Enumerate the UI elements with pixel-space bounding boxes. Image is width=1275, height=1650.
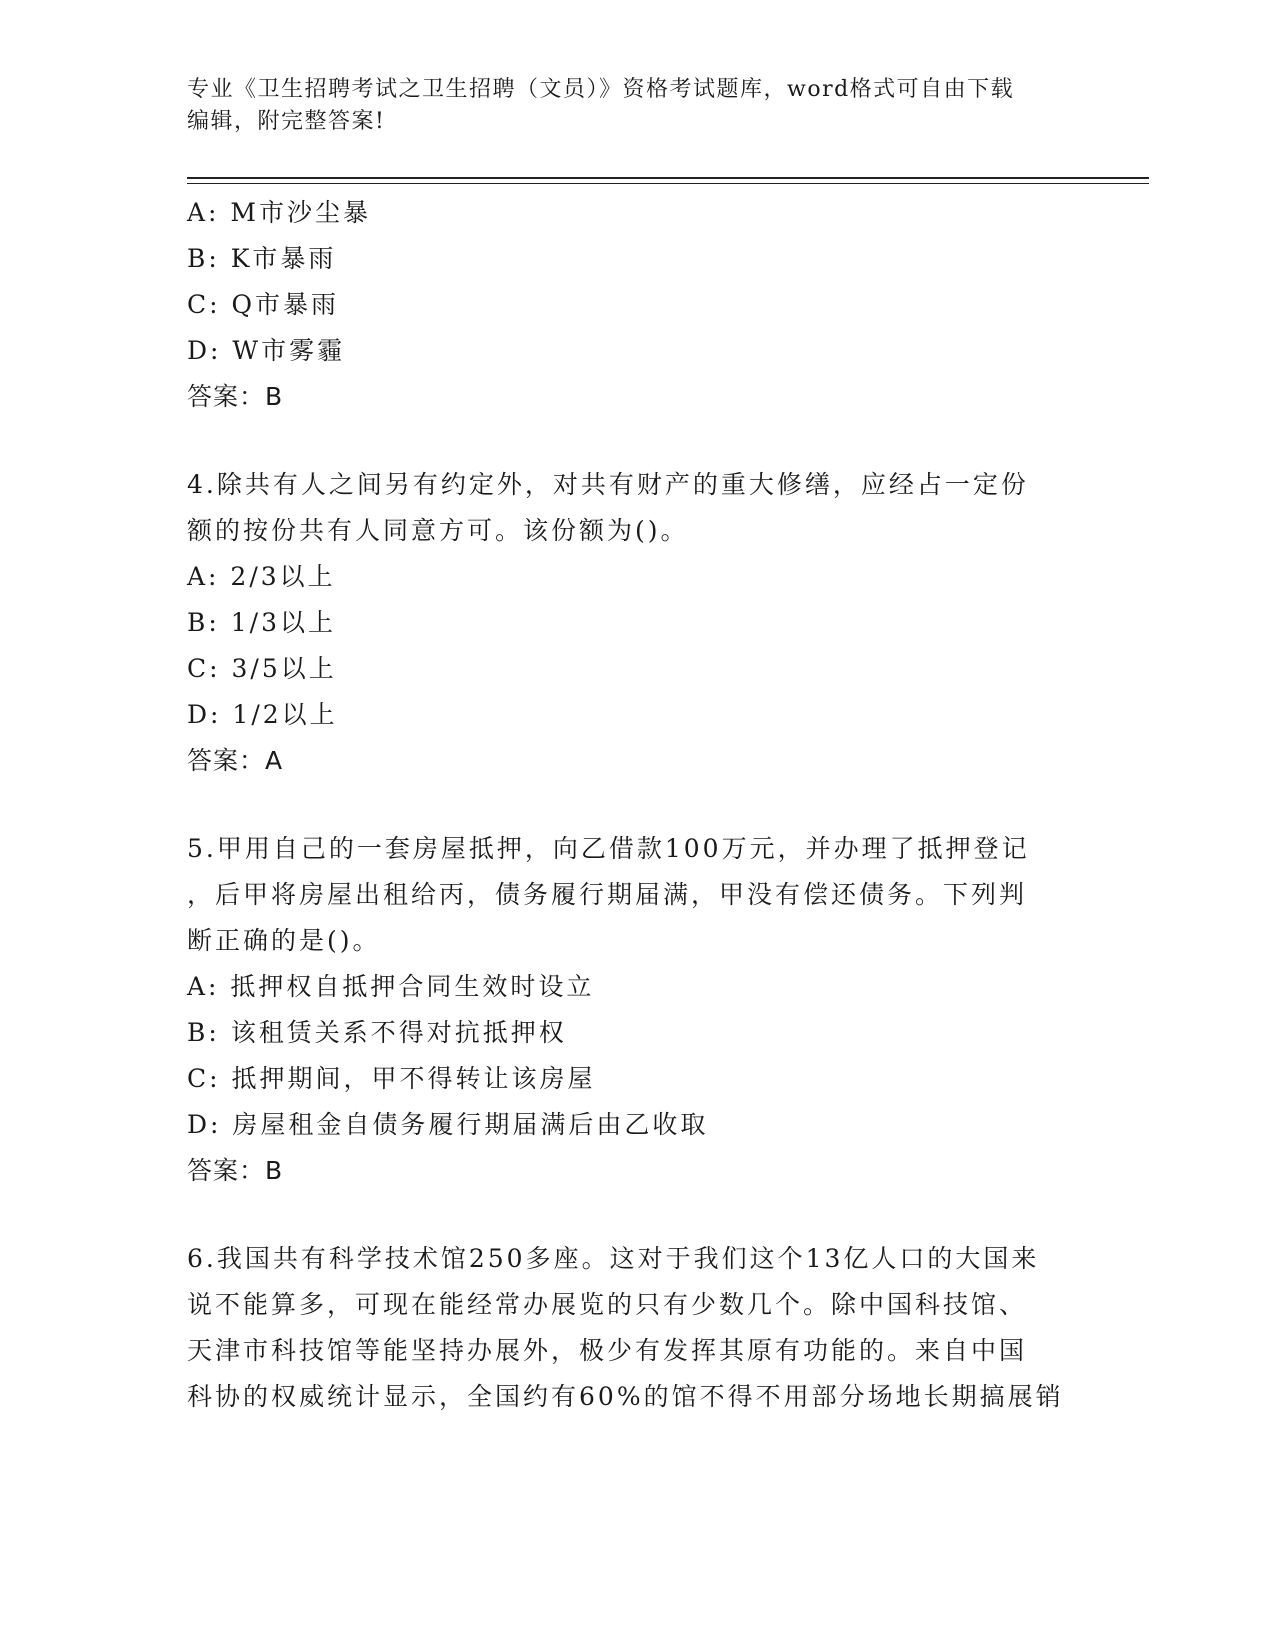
question-stem-line: 科协的权威统计显示，全国约有60%的馆不得不用部分场地长期搞展销 (187, 1382, 1064, 1411)
question-3 (187, 190, 1087, 420)
option-a: A: 抵押权自抵押合同生效时设立 (187, 972, 595, 1001)
answer: 答案：B (187, 382, 284, 411)
document-header (187, 74, 1067, 138)
question-stem-line: 5.甲用自己的一套房屋抵押，向乙借款100万元，并办理了抵押登记 (187, 834, 1030, 863)
question-stem-line: 额的按份共有人同意方可。该份额为()。 (187, 516, 689, 545)
option-c: C: 抵押期间，甲不得转让该房屋 (187, 1064, 596, 1093)
question-stem-line: 天津市科技馆等能坚持办展外，极少有发挥其原有功能的。来自中国 (187, 1336, 1028, 1365)
option-d: D: 1/2以上 (187, 700, 338, 729)
header-divider-thick (187, 177, 1149, 179)
option-d: D: 房屋租金自债务履行期届满后由乙收取 (187, 1110, 709, 1139)
answer: 答案：A (187, 746, 284, 775)
option-a: A: 2/3以上 (187, 562, 336, 591)
option-d: D: W市雾霾 (187, 336, 346, 365)
option-b: B: 该租赁关系不得对抗抵押权 (187, 1018, 567, 1047)
question-4 (187, 462, 1087, 784)
question-stem-line: 6.我国共有科学技术馆250多座。这对于我们这个13亿人口的大国来 (187, 1244, 1040, 1273)
question-content (187, 190, 1087, 1420)
option-a: A: M市沙尘暴 (187, 198, 372, 227)
question-5 (187, 826, 1087, 1194)
question-stem-line: 说不能算多，可现在能经常办展览的只有少数几个。除中国科技馆、 (187, 1290, 1028, 1319)
question-stem-line: 4.除共有人之间另有约定外，对共有财产的重大修缮，应经占一定份 (187, 470, 1029, 499)
header-divider-thin (187, 183, 1149, 184)
answer: 答案：B (187, 1156, 284, 1185)
header-line-1: 专业《卫生招聘考试之卫生招聘（文员）》资格考试题库，word格式可自由下载 (187, 77, 1015, 102)
option-c: C: Q市暴雨 (187, 290, 339, 319)
option-b: B: K市暴雨 (187, 244, 337, 273)
option-b: B: 1/3以上 (187, 608, 336, 637)
header-line-2: 编辑，附完整答案! (187, 109, 386, 134)
question-6 (187, 1236, 1087, 1420)
question-stem-line: 断正确的是()。 (187, 926, 381, 955)
option-c: C: 3/5以上 (187, 654, 337, 683)
question-stem-line: ，后甲将房屋出租给丙，债务履行期届满，甲没有偿还债务。下列判 (187, 880, 1028, 909)
